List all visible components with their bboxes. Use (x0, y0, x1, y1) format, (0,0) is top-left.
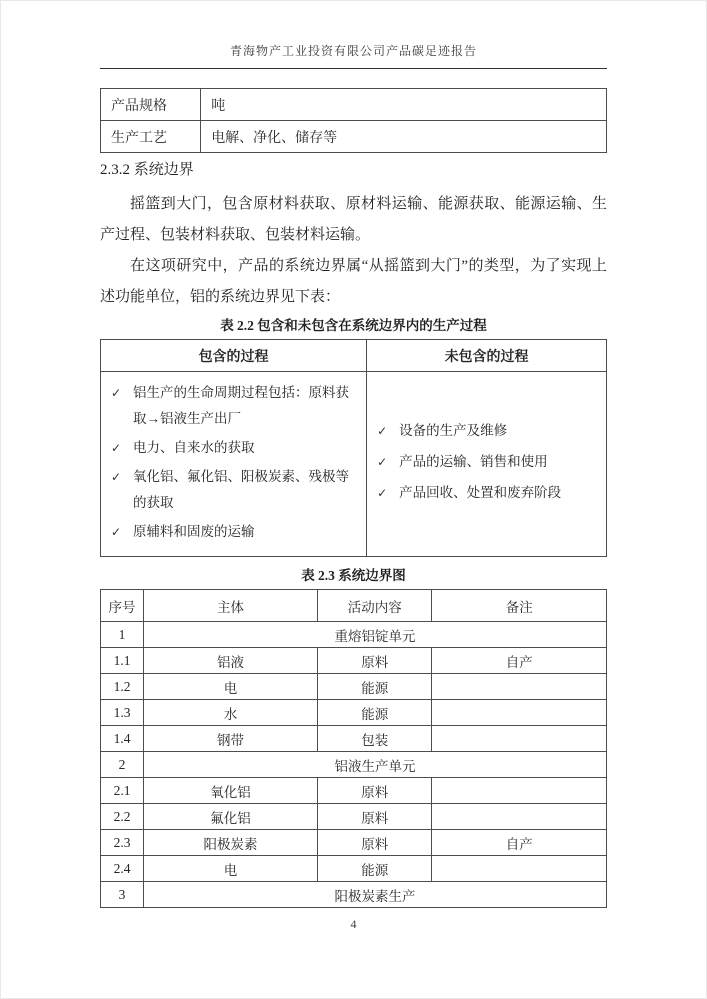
activity-cell: 原料 (318, 778, 432, 804)
activity-cell: 原料 (318, 804, 432, 830)
table-2-2-caption: 表 2.2 包含和未包含在系统边界内的生产过程 (220, 318, 487, 333)
row-number-cell: 2 (101, 752, 144, 778)
included-process-list (109, 380, 360, 545)
system-table-section-row (101, 622, 607, 648)
check-icon: ✓ (111, 470, 122, 484)
note-cell (432, 726, 607, 752)
activity-cell: 能源 (318, 856, 432, 882)
activity-cell: 能源 (318, 674, 432, 700)
boundary-table-header-row (101, 340, 607, 372)
check-icon: ✓ (377, 454, 388, 469)
included-process-item-text: 氧化铝、氟化铝、阳极炭素、残极等的获取 (133, 469, 349, 510)
header-rule (100, 68, 607, 69)
system-table-row (101, 856, 607, 882)
boundary-process-table (100, 339, 607, 557)
row-number-cell: 2.2 (101, 804, 144, 830)
subject-cell: 铝液 (144, 648, 318, 674)
included-process-item (109, 435, 360, 461)
included-process-item-text: 电力、自来水的获取 (133, 440, 255, 455)
included-column-header: 包含的过程 (101, 340, 367, 372)
excluded-process-list (375, 418, 600, 506)
row-number-cell: 1.1 (101, 648, 144, 674)
activity-cell: 能源 (318, 700, 432, 726)
system-table-row (101, 700, 607, 726)
row-number-cell: 1.3 (101, 700, 144, 726)
included-processes-cell (101, 372, 367, 557)
product-spec-table (100, 88, 607, 153)
system-boundary-table-body (101, 622, 607, 908)
subject-cell: 电 (144, 856, 318, 882)
product-spec-table-body (101, 89, 607, 153)
system-boundary-table (100, 589, 607, 908)
system-table-row (101, 830, 607, 856)
row-number-cell: 2.3 (101, 830, 144, 856)
excluded-process-item-text: 产品回收、处置和废弃阶段 (399, 484, 562, 500)
note-cell: 自产 (432, 830, 607, 856)
paragraph-scope: 摇篮到大门，包含原材料获取、原材料运输、能源获取、能源运输、生产过程、包装材料获取、包装材料运输。 (100, 196, 607, 243)
row-number-cell: 1.2 (101, 674, 144, 700)
section-heading: 2.3.2 系统边界 (100, 162, 194, 178)
row-number-cell: 1 (101, 622, 144, 648)
system-table-column-header-1: 主体 (144, 590, 318, 622)
note-cell (432, 700, 607, 726)
subject-cell: 氟化铝 (144, 804, 318, 830)
included-process-item (109, 380, 360, 432)
excluded-column-header: 未包含的过程 (367, 340, 607, 372)
subject-cell: 阳极炭素 (144, 830, 318, 856)
spec-row (101, 121, 607, 153)
row-number-cell: 3 (101, 882, 144, 908)
boundary-table-body-row (101, 372, 607, 557)
table-2-3-caption: 表 2.3 系统边界图 (301, 568, 406, 583)
system-table-section-row (101, 882, 607, 908)
excluded-process-item-text: 设备的生产及维修 (399, 422, 508, 438)
activity-cell: 包装 (318, 726, 432, 752)
excluded-process-item (375, 449, 600, 475)
system-table-row (101, 804, 607, 830)
page-number: 4 (350, 917, 357, 931)
spec-label: 生产工艺 (101, 121, 201, 153)
note-cell (432, 674, 607, 700)
running-header-title: 青海物产工业投资有限公司产品碳足迹报告 (229, 44, 477, 58)
spec-row (101, 89, 607, 121)
included-process-item-text: 铝生产的生命周期过程包括：原料获取→铝液生产出厂 (133, 385, 349, 426)
subject-cell: 氧化铝 (144, 778, 318, 804)
check-icon: ✓ (377, 423, 388, 438)
section-title-cell: 铝液生产单元 (144, 752, 607, 778)
included-process-item (109, 519, 360, 545)
activity-cell: 原料 (318, 648, 432, 674)
check-icon: ✓ (377, 485, 388, 500)
row-number-cell: 2.1 (101, 778, 144, 804)
spec-value: 电解、净化、储存等 (201, 121, 607, 153)
activity-cell: 原料 (318, 830, 432, 856)
row-number-cell: 2.4 (101, 856, 144, 882)
subject-cell: 电 (144, 674, 318, 700)
system-table-row (101, 674, 607, 700)
included-process-item (109, 464, 360, 516)
included-process-item-text: 原辅料和固废的运输 (133, 524, 255, 539)
check-icon: ✓ (111, 386, 122, 400)
excluded-process-item (375, 418, 600, 444)
check-icon: ✓ (111, 525, 122, 539)
system-table-row (101, 726, 607, 752)
system-boundary-table-head (101, 590, 607, 622)
subject-cell: 水 (144, 700, 318, 726)
note-cell (432, 778, 607, 804)
spec-value: 吨 (201, 89, 607, 121)
system-table-row (101, 778, 607, 804)
note-cell (432, 804, 607, 830)
section-title-cell: 重熔铝锭单元 (144, 622, 607, 648)
system-table-row (101, 648, 607, 674)
spec-label: 产品规格 (101, 89, 201, 121)
paragraph-boundary-type: 在这项研究中，产品的系统边界属“从摇篮到大门”的类型，为了实现上述功能单位，铝的系统边界见下表： (100, 258, 607, 305)
excluded-process-item (375, 480, 600, 506)
system-table-header-row (101, 590, 607, 622)
check-icon: ✓ (111, 441, 122, 455)
excluded-processes-cell (367, 372, 607, 557)
excluded-process-item-text: 产品的运输、销售和使用 (399, 453, 548, 469)
subject-cell: 钢带 (144, 726, 318, 752)
system-table-column-header-0: 序号 (101, 590, 144, 622)
system-table-section-row (101, 752, 607, 778)
system-table-column-header-3: 备注 (432, 590, 607, 622)
note-cell (432, 856, 607, 882)
section-title-cell: 阳极炭素生产 (144, 882, 607, 908)
note-cell: 自产 (432, 648, 607, 674)
row-number-cell: 1.4 (101, 726, 144, 752)
system-table-column-header-2: 活动内容 (318, 590, 432, 622)
